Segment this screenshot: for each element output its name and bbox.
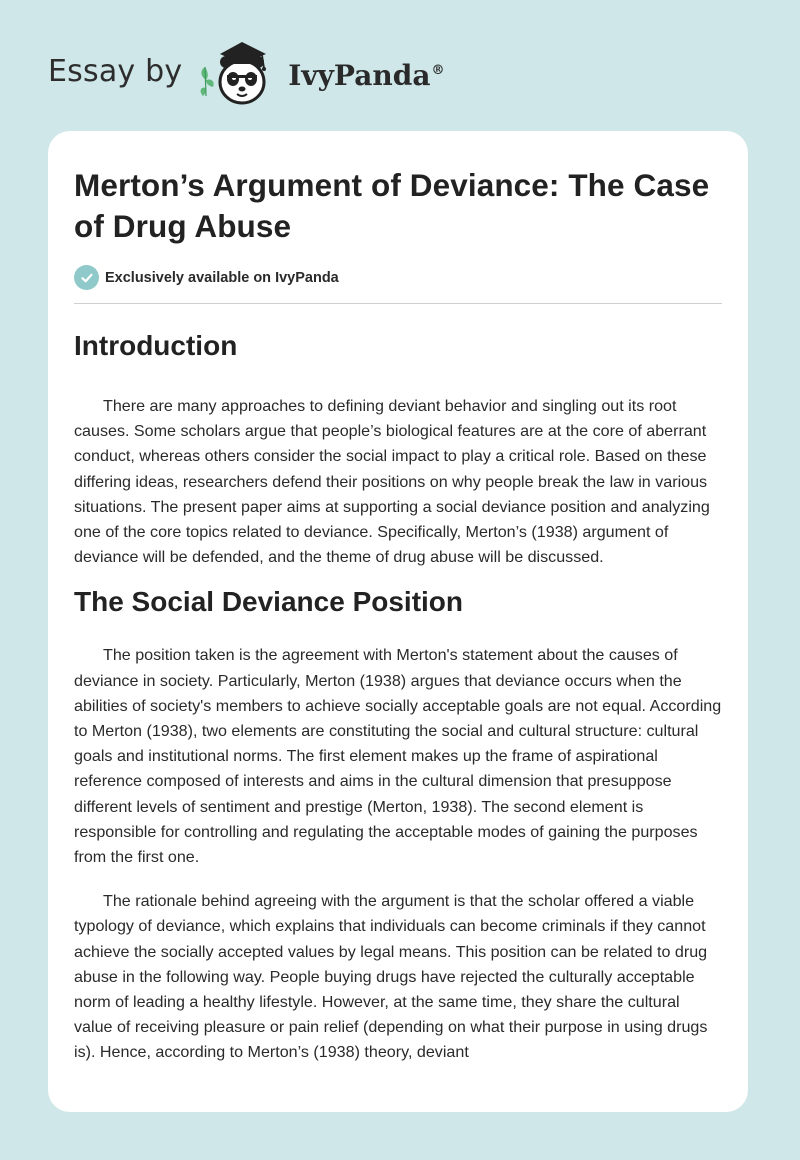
exclusive-badge xyxy=(74,265,722,290)
paragraph: The position taken is the agreement with Merton's statement about the causes of deviance in society. Particularly, Merton (1938) argues that deviance occurs when the abilities of society's members to achieve socially acceptable goals are not equal. According to Merton (1938), two elements are constituting the social and cultural structure: cultural goals and institutional norms. The first element makes up the frame of aspirational reference composed of interests and aims in the cultural dimension that presuppose different levels of sentiment and prestige (Merton, 1938). The second element is responsible for controlling and regulating the acceptable modes of gaining the purposes from the first one. xyxy=(74,646,722,867)
paragraph: The rationale behind agreeing with the argument is that the scholar offered a viable typology of deviance, which explains that individuals can become criminals if they cannot achieve the socially accepted values by legal means. This position can be related to drug abuse in the following way. People buying drugs have rejected the culturally acceptable norm of leading a healthy lifestyle. However, at the same time, they share the cultural value of receiving pleasure or pain relief (depending on what their purpose in using drugs is). Hence, according to Merton’s (1938) theory, deviant xyxy=(74,892,708,1062)
brand-header xyxy=(48,36,444,108)
registered-mark: ® xyxy=(431,63,445,79)
paragraph: There are many approaches to defining deviant behavior and singling out its root causes. Some scholars argue that people’s biological features are at the core of aberrant conduct, whereas others consider the social impact to play a critical role. Based on these differing ideas, researchers defend their positions on why people break the law in various situations. The present paper aims at supporting a social deviance position and analyzing one of the core topics related to deviance. Specifically, Merton’s (1938) argument of deviance will be defended, and the theme of drug abuse will be discussed. xyxy=(74,397,710,567)
checkmark-circle-icon xyxy=(74,265,99,290)
section-heading-social-deviance: The Social Deviance Position xyxy=(74,586,464,618)
essay-by-label: Essay by xyxy=(48,53,183,89)
panda-logo-icon xyxy=(196,36,282,108)
section-heading-introduction: Introduction xyxy=(74,330,238,361)
exclusive-badge-label: Exclusively available on IvyPanda xyxy=(105,269,339,286)
brand-text: IvyPanda xyxy=(288,58,431,92)
ivypanda-brand-name xyxy=(288,59,444,92)
essay-card xyxy=(48,131,748,1112)
essay-title: Merton’s Argument of Deviance: The Case of Drug Abuse xyxy=(74,167,710,244)
title-divider xyxy=(74,303,722,304)
